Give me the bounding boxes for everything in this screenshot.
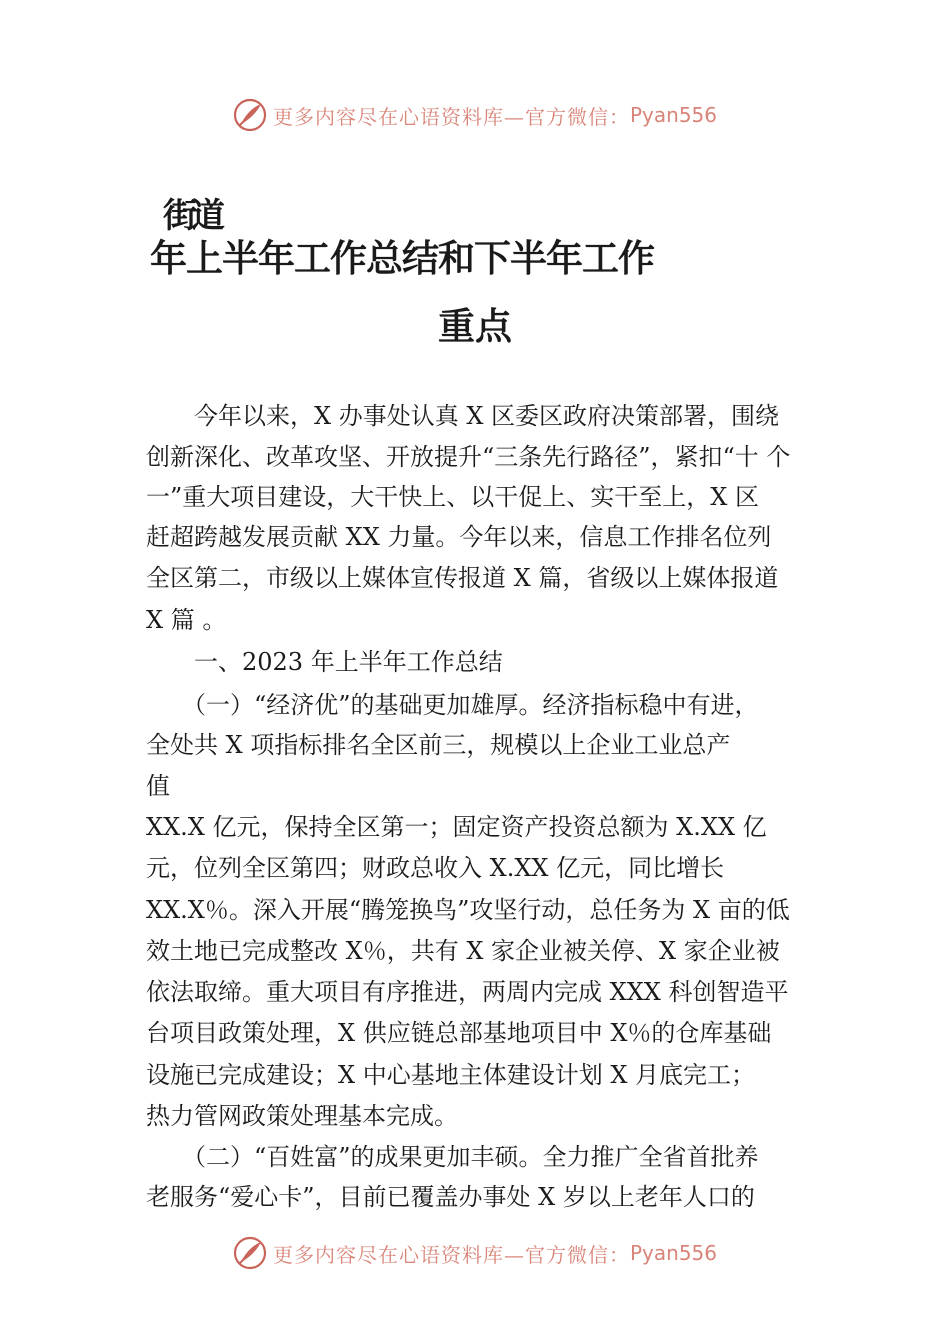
- body-line: 创新深化、改革攻坚、开放提升“三条先行路径”，紧扣“十 个: [146, 443, 791, 471]
- section-heading: 一、2023 年上半年工作总结: [146, 648, 503, 676]
- body-line: 效土地已完成整改 X％，共有 X 家企业被关停、X 家企业被: [146, 937, 780, 965]
- body-line: 全区第二，市级以上媒体宣传报道 X 篇，省级以上媒体报道: [146, 564, 779, 592]
- body-line: 设施已完成建设；X 中心基地主体建设计划 X 月底完工；: [146, 1061, 756, 1089]
- body-line: 一”重大项目建设，大干快上、以干促上、实干至上，X 区: [146, 483, 759, 511]
- watermark-wechat-id: Pyan556: [629, 1241, 717, 1265]
- body-line: 热力管网政策处理基本完成。: [146, 1102, 458, 1130]
- body-line: 台项目政策处理，X 供应链总部基地项目中 X％的仓库基础: [146, 1019, 772, 1047]
- body-line: XX.X％。深入开展“腾笼换鸟”攻坚行动，总任务为 X 亩的低: [146, 896, 790, 924]
- body-line: XX.X 亿元，保持全区第一；固定资产投资总额为 X.XX 亿: [146, 813, 767, 841]
- watermark-wechat-id: Pyan556: [629, 103, 717, 127]
- body-line: 依法取缔。重大项目有序推进，两周内完成 XXX 科创智造平: [146, 978, 789, 1006]
- body-line: 值: [146, 772, 170, 800]
- watermark-header: [0, 95, 950, 135]
- doc-title-line-3: 重点: [438, 304, 512, 348]
- subsection-heading: （一）“经济优”的基础更加雄厚。经济指标稳中有进，: [146, 691, 759, 719]
- feather-quill-logo-icon: [233, 98, 267, 132]
- doc-title-line-2: 年上半年工作总结和下半年工作: [150, 236, 654, 280]
- body-line: X 篇 。: [146, 606, 227, 634]
- watermark-text: 更多内容尽在心语资料库—官方微信：: [272, 104, 630, 129]
- body-line: 赶超跨越发展贡献 XX 力量。今年以来，信息工作排名位列: [146, 523, 772, 551]
- feather-quill-logo-icon: [233, 1236, 267, 1270]
- body-line: 今年以来，X 办事处认真 X 区委区政府决策部署，围绕: [146, 402, 780, 430]
- body-line: 元，位列全区第四；财政总收入 X.XX 亿元，同比增长: [146, 854, 725, 882]
- body-line: 老服务“爱心卡”，目前已覆盖办事处 X 岁以上老年人口的: [146, 1183, 755, 1211]
- watermark-footer: [0, 1233, 950, 1273]
- watermark-text: 更多内容尽在心语资料库—官方微信：: [272, 1242, 630, 1267]
- subsection-heading: （二）“百姓富”的成果更加丰硕。全力推广全省首批养: [146, 1143, 759, 1171]
- body-line: 全处共 X 项指标排名全区前三，规模以上企业工业总产: [146, 731, 731, 759]
- doc-title-line-1: 街道: [163, 196, 219, 236]
